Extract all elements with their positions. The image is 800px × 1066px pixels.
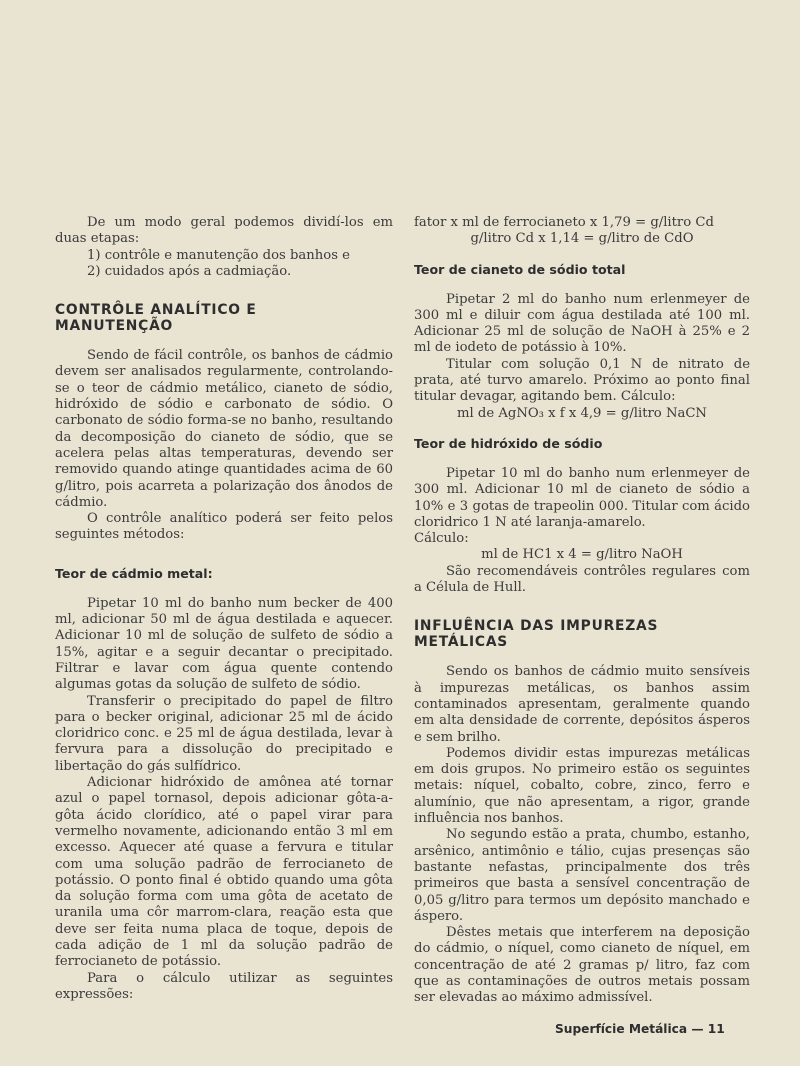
paragraph-pipetar-hidroxido: Pipetar 10 ml do banho num erlenmeyer de 300 ml. Adicionar 10 ml de cianeto de sódio a 10% e 3 gotas de trapeolin 000. Titular com ácido cloridrico 1 N até laranja-amarelo. xyxy=(414,465,750,530)
heading-influencia-impurezas: INFLUÊNCIA DAS IMPUREZAS METÁLICAS xyxy=(414,618,659,651)
step-1: 1) contrôle e manutenção dos banhos e xyxy=(87,247,350,263)
page-footer: Superfície Metálica — 11 xyxy=(555,1022,725,1036)
intro-paragraph: De um modo geral podemos dividí-los em duas etapas: xyxy=(55,215,393,247)
paragraph-adicionar: Adicionar hidróxido de amônea até tornar azul o papel tornasol, depois adicionar gôta-a-gôta ácido clorídico, até o papel virar para vermelho novamente, adicionando então 3 ml em excesso. Aquecer até quase a fervura e titular com uma solução padrão de ferrocianeto de potássio. O ponto final é obtido quando uma gôta da solução forma com uma gôta de acetato de uranila uma côr marrom-clara, reação esta que deve ser feita numa placa de toque, depois de cada adição de 1 ml da solução padrão de ferrocianeto de potássio. xyxy=(55,775,393,970)
paragraph-destes-metais: Dêstes metais que interferem na deposição do cádmio, o níquel, como cianeto de níquel, em concentração de até 2 gramas p/ litro, faz com que as contaminações de outros metais possam ser elevadas ao máximo admissível. xyxy=(414,925,750,1006)
right-column xyxy=(414,215,750,1007)
step-2: 2) cuidados após a cadmiação. xyxy=(87,263,292,279)
paragraph-celula-hull: São recomendáveis contrôles regulares com a Célula de Hull. xyxy=(414,563,750,596)
left-column xyxy=(55,215,393,1003)
paragraph-titular-prata: Titular com solução 0,1 N de nitrato de prata, até turvo amarelo. Próximo ao ponto final titular devagar, agitando bem. Cálculo: xyxy=(414,356,750,405)
paragraph-calculo-intro: Para o cálculo utilizar as seguintes expressões: xyxy=(55,970,393,1002)
formula-cdo: g/litro Cd x 1,14 = g/litro de CdO xyxy=(470,231,694,247)
paragraph-pipetar-cianeto: Pipetar 2 ml do banho num erlenmeyer de 300 ml e diluir com água destilada até 100 ml. Adicionar 25 ml de solução de NaOH à 25% e 2 ml de iodeto de potássio à 10%. xyxy=(414,291,750,356)
heading-teor-cianeto: Teor de cianeto de sódio total xyxy=(414,261,626,277)
paragraph-metodos: O contrôle analítico poderá ser feito pelos seguintes métodos: xyxy=(55,511,393,543)
formula-naoh: ml de HC1 x 4 = g/litro NaOH xyxy=(481,547,683,563)
paragraph-segundo-grupo: No segundo estão a prata, chumbo, estanho, arsênico, antimônio e tálio, cujas presenças são bastante nefastas, principalmente dos três primeiros que basta a sensível concentração de 0,05 g/litro para termos um depósito manchado e áspero. xyxy=(414,827,750,924)
heading-controle-analitico: CONTRÔLE ANALÍTICO E MANUTENÇÃO xyxy=(55,302,257,335)
paragraph-pipetar-cadmio: Pipetar 10 ml do banho num becker de 400 ml, adicionar 50 ml de água destilada e aquecer. Adicionar 10 ml de solução de sulfeto de sódio a 15%, agitar e a seguir decantar o precipitado. Filtrar e lavar com água quente contendo algumas gotas da solução de sulfeto de sódio. xyxy=(55,595,393,693)
paragraph-dois-grupos: Podemos dividir estas impurezas metálicas em dois grupos. No primeiro estão os seguintes metais: níquel, cobalto, cobre, zinco, ferro e alumínio, que não apresentam, a rigor, grande influência nos banhos. xyxy=(414,745,750,827)
heading-teor-cadmio: Teor de cádmio metal: xyxy=(55,565,213,581)
paragraph-sensiveis: Sendo os banhos de cádmio muito sensíveis à impurezas metálicas, os banhos assim contaminados apresentam, geralmente quando em alta densidade de corrente, depósitos ásperos e sem brilho. xyxy=(414,664,750,745)
formula-cd: fator x ml de ferrocianeto x 1,79 = g/litro Cd xyxy=(414,215,714,230)
calculo-label: Cálculo: xyxy=(414,531,469,547)
formula-nacn: ml de AgNO₃ x f x 4,9 = g/litro NaCN xyxy=(457,405,707,421)
paragraph-controle: Sendo de fácil contrôle, os banhos de cádmio devem ser analisados regularmente, controlando-se o teor de cádmio metálico, cianeto de sódio, hidróxido de sódio e carbonato de sódio. O carbonato de sódio forma-se no banho, resultando da decomposição do cianeto de sódio, que se acelera pelas altas temperaturas, devendo ser removido quando atinge quantidades acima de 60 g/litro, pois acarreta a polarização dos ânodos de cádmio. xyxy=(55,348,393,510)
paragraph-transferir: Transferir o precipitado do papel de filtro para o becker original, adicionar 25 ml de ácido cloridrico conc. e 25 ml de água destilada, levar à fervura para a dissolução do precipitado e libertação do gás sulfídrico. xyxy=(55,693,393,774)
heading-teor-hidroxido: Teor de hidróxido de sódio xyxy=(414,435,603,451)
